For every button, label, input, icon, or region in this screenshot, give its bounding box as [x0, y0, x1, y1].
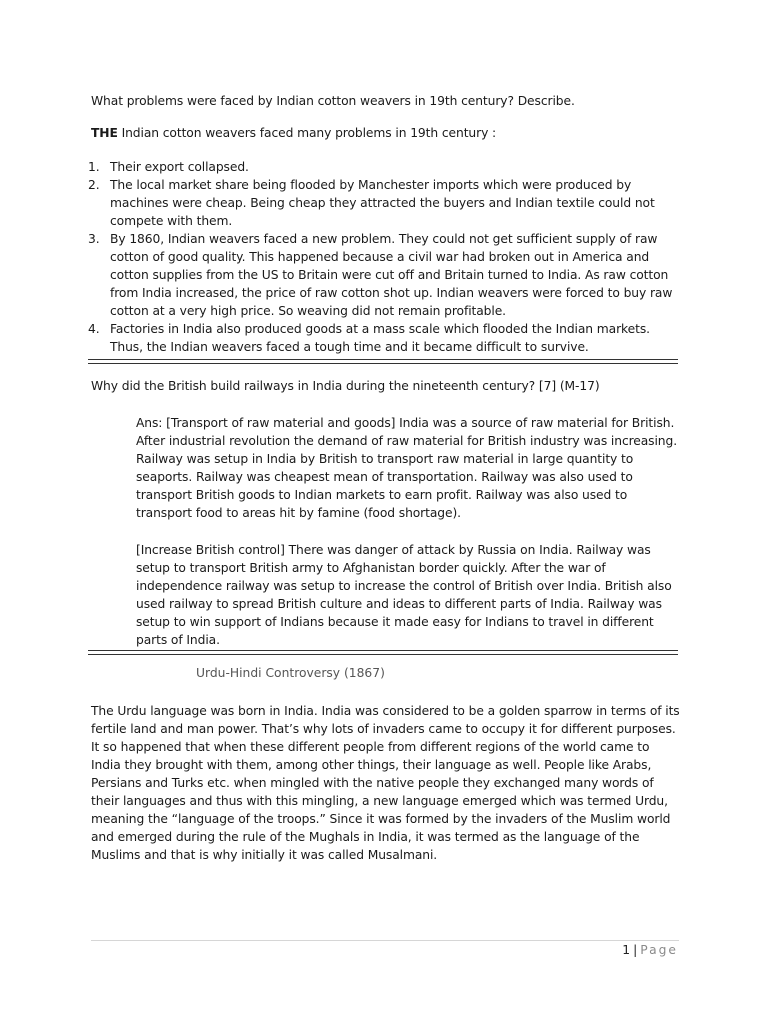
list-item-text: By 1860, Indian weavers faced a new problem. They could not get sufficient supply of raw cotton of good quality. This happened because a civil war had broken out in America and cotton supplies from the US to Britain were cut off and Britain turned to India. As raw cotton from India increased, the price of raw cotton shot up. Indian weavers were forced to buy raw cotton at a very high price. So weaving did not remain profitable.	[110, 232, 673, 318]
question-railways: Why did the British build railways in India during the nineteenth century? [7] (M-17)	[91, 379, 600, 393]
page-footer	[622, 943, 678, 957]
section-heading-urdu-hindi: Urdu-Hindi Controversy (1867)	[196, 666, 385, 680]
page-number: 1	[622, 943, 631, 957]
list-item-text: Factories in India also produced goods at a mass scale which flooded the Indian markets. Thus, the Indian weavers faced a tough time and it became difficult to survive.	[110, 322, 650, 354]
intro-bold-word: THE	[91, 126, 118, 140]
list-item	[88, 230, 684, 320]
page-label: Page	[640, 943, 678, 957]
problems-list	[88, 158, 684, 356]
answer-paragraph-transport: Ans: [Transport of raw material and goods] India was a source of raw material for British. After industrial revolution the demand of raw material for British industry was increasing. Railway was setup in India by British to transport raw material in large quantity to seaports. Railway was cheapest mean of transportation. Railway was also used to transport British goods to Indian markets to earn profit. Railway was also used to transport food to areas hit by famine (food shortage).	[136, 416, 678, 520]
answer-intro	[91, 124, 691, 142]
footer-divider	[91, 940, 679, 941]
list-item	[88, 158, 684, 176]
list-item-number: 4.	[88, 322, 100, 336]
section-divider	[88, 359, 678, 364]
question-cotton-weavers: What problems were faced by Indian cotton weavers in 19th century? Describe.	[91, 94, 575, 108]
list-item-number: 3.	[88, 232, 100, 246]
list-item-text: Their export collapsed.	[110, 160, 249, 174]
list-item	[88, 320, 684, 356]
answer-paragraph-control: [Increase British control] There was danger of attack by Russia on India. Railway was setup to transport British army to Afghanistan border quickly. After the war of independence railway was setup to increase the control of British over India. British also used railway to spread British culture and ideas to different parts of India. Railway was setup to win support of Indians because it made easy for Indians to travel in different parts of India.	[136, 543, 672, 647]
section-divider	[88, 650, 678, 655]
list-item-text: The local market share being flooded by Manchester imports which were produced by machines were cheap. Being cheap they attracted the buyers and Indian textile could not compete with them.	[110, 178, 655, 228]
urdu-paragraph: The Urdu language was born in India. India was considered to be a golden sparrow in terms of its fertile land and man power. That’s why lots of invaders came to occupy it for different purposes. It so happened that when these different people from different regions of the world came to India they brought with them, among other things, their language as well. People like Arabs, Persians and Turks etc. when mingled with the native people they exchanged many words of their languages and thus with this mingling, a new language emerged which was termed Urdu, meaning the “language of the troops.” Since it was formed by the invaders of the Muslim world and emerged during the rule of the Mughals in India, it was termed as the language of the Muslims and that is why initially it was called Musalmani.	[91, 704, 680, 862]
list-item	[88, 176, 684, 230]
footer-separator: |	[633, 943, 638, 957]
list-item-number: 1.	[88, 160, 100, 174]
intro-text: Indian cotton weavers faced many problems in 19th century :	[117, 126, 497, 140]
list-item-number: 2.	[88, 178, 100, 192]
